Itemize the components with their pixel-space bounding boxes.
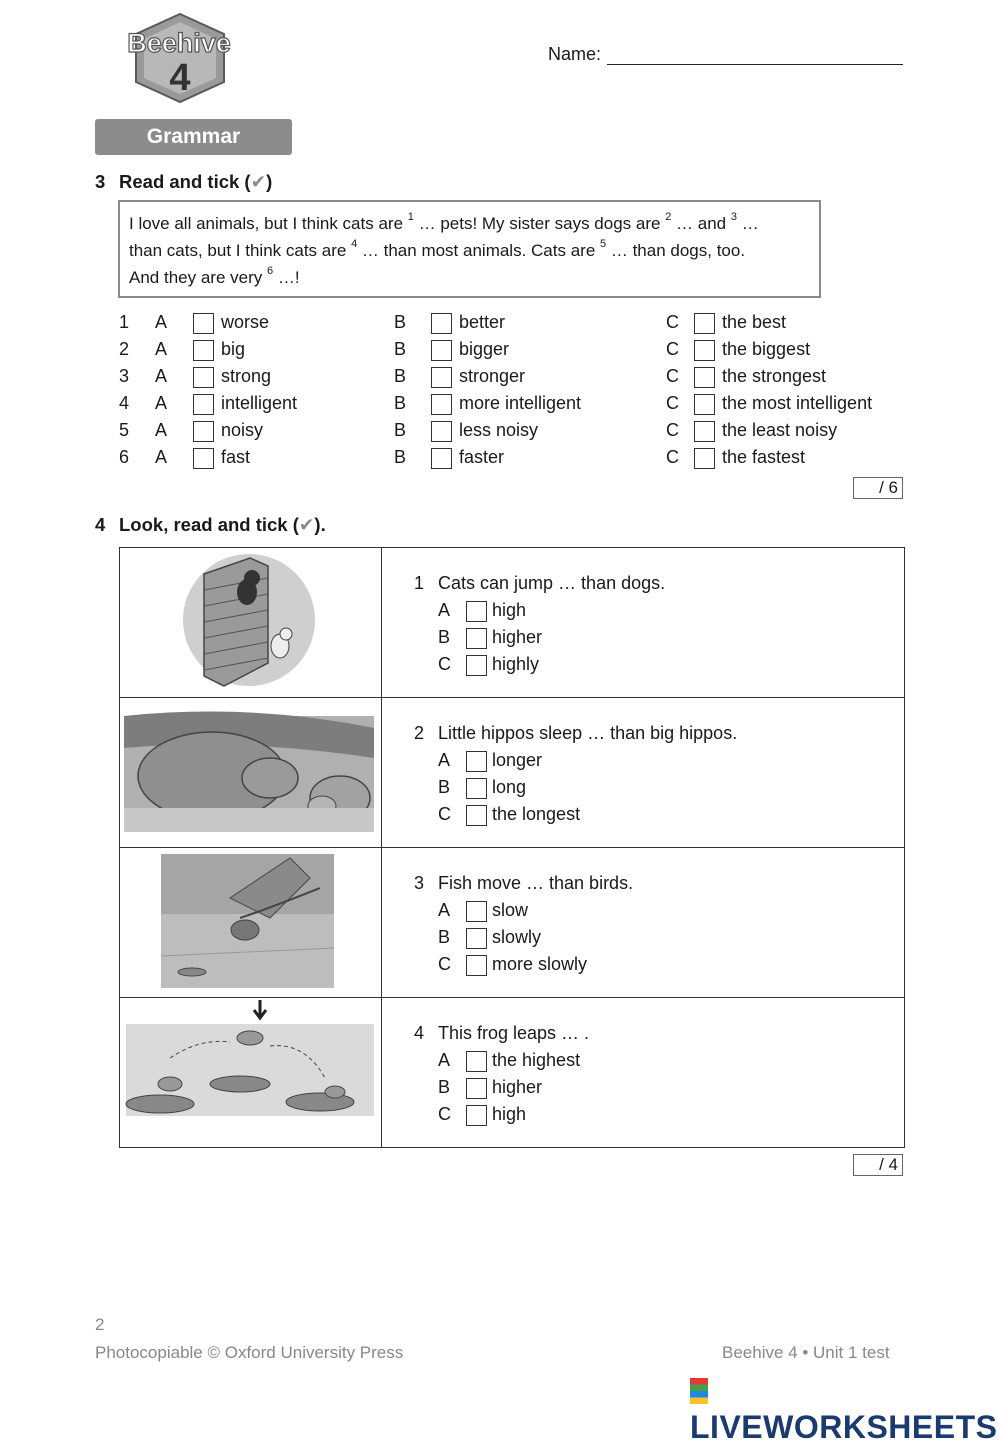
beehive-logo: [112, 12, 247, 104]
row-number: 6: [119, 447, 130, 467]
option-text: higher: [492, 627, 543, 647]
option-checkbox[interactable]: [466, 928, 487, 949]
option-checkbox-c[interactable]: [694, 448, 715, 469]
question-text: This frog leaps … .: [438, 1023, 590, 1043]
text-line-1: I love all animals, but I think cats are $^1$ … pets! My sister says dogs are $^2$ … and $^3$ …: [129, 211, 759, 233]
option-text-a: fast: [221, 447, 251, 467]
option-letter: B: [438, 927, 451, 947]
q4-row: [120, 998, 905, 1148]
option-checkbox[interactable]: [466, 1078, 487, 1099]
option-text: longer: [492, 750, 543, 770]
option-text: more slowly: [492, 954, 588, 974]
option-letter: B: [438, 1077, 451, 1097]
liveworksheets-logo[interactable]: [690, 1372, 1000, 1446]
q4-number: 4: [95, 514, 106, 535]
option-letter-c: C: [666, 312, 679, 332]
option-text-a: worse: [221, 312, 270, 332]
q3-number: 3: [95, 171, 106, 192]
option-checkbox[interactable]: [466, 751, 487, 772]
option-text: high: [492, 1104, 527, 1124]
question-stem: [414, 1023, 589, 1044]
q4-instruction-end: ).: [314, 514, 326, 535]
option-text-a: noisy: [221, 420, 264, 440]
row-number: 1: [119, 312, 130, 332]
copyright-text: Photocopiable © Oxford University Press: [95, 1343, 404, 1362]
text-line-2: than cats, but I think cats are $^4$ … than most animals. Cats are $^5$ … than dogs, too.: [129, 238, 746, 260]
option-letter-a: A: [155, 366, 168, 386]
picture-cell: [120, 698, 382, 848]
option-text: the highest: [492, 1050, 581, 1070]
option-letter-a: A: [155, 312, 168, 332]
question-cell: [382, 848, 905, 998]
row-number: 5: [119, 420, 130, 440]
question-cell: [382, 698, 905, 848]
q4-row: [120, 848, 905, 998]
option-letter-a: A: [155, 420, 168, 440]
option-letter: A: [438, 900, 451, 920]
option-letter-c: C: [666, 366, 679, 386]
option-text-c: the fastest: [722, 447, 806, 467]
q3-row-4: [119, 393, 919, 420]
option-text-b: stronger: [459, 366, 526, 386]
option-checkbox[interactable]: [466, 601, 487, 622]
option-text-b: more intelligent: [459, 393, 582, 413]
option-letter: B: [438, 627, 451, 647]
hippos-sleeping-image: [120, 698, 378, 842]
logo-number: 4: [169, 57, 191, 99]
picture-cell: [120, 998, 382, 1148]
question-number: 4: [414, 1023, 425, 1043]
option-checkbox-a[interactable]: [193, 394, 214, 415]
option-letter-a: A: [155, 339, 168, 359]
option-letter-c: C: [666, 420, 679, 440]
option-letter-b: B: [394, 393, 407, 413]
question-stem: [414, 723, 737, 744]
question-number: 3: [414, 873, 425, 893]
q3-heading: [95, 171, 272, 193]
option-letter: A: [438, 600, 451, 620]
question-text: Cats can jump … than dogs.: [438, 573, 666, 593]
option-letter: C: [438, 1104, 451, 1124]
option-checkbox-b[interactable]: [431, 394, 452, 415]
option-checkbox-a[interactable]: [193, 367, 214, 388]
option-checkbox-b[interactable]: [431, 313, 452, 334]
name-field: [548, 44, 903, 65]
liveworksheets-icon: [690, 1378, 708, 1404]
q3-score-box: / 6: [853, 477, 903, 499]
option-letter-b: B: [394, 312, 407, 332]
option-letter: A: [438, 750, 451, 770]
option-letter-c: C: [666, 447, 679, 467]
name-label: Name:: [548, 44, 602, 64]
q4-row: [120, 548, 905, 698]
option-text: highly: [492, 654, 540, 674]
question-number: 1: [414, 573, 425, 593]
q4-score-box: / 4: [853, 1154, 903, 1176]
option-text: high: [492, 600, 527, 620]
section-title: Grammar: [95, 119, 292, 155]
picture-cell: [120, 848, 382, 998]
cat-jumping-wall-image: [120, 548, 378, 692]
option-text: long: [492, 777, 527, 797]
option-checkbox-b[interactable]: [431, 367, 452, 388]
option-text-b: less noisy: [459, 420, 539, 440]
option-text: higher: [492, 1077, 543, 1097]
option-text-c: the best: [722, 312, 787, 332]
option-letter-b: B: [394, 420, 407, 440]
option-text: slow: [492, 900, 529, 920]
option-checkbox[interactable]: [466, 628, 487, 649]
option-letter-a: A: [155, 447, 168, 467]
option-text-c: the least noisy: [722, 420, 838, 440]
option-checkbox-c[interactable]: [694, 367, 715, 388]
option-letter: C: [438, 654, 451, 674]
question-text: Little hippos sleep … than big hippos.: [438, 723, 738, 743]
tick-icon: ✔: [298, 514, 315, 535]
q4-heading: [95, 514, 326, 536]
option-text: the longest: [492, 804, 581, 824]
logo-word: Beehive: [127, 28, 231, 58]
option-text-a: strong: [221, 366, 272, 386]
row-number: 4: [119, 393, 130, 413]
option-letter-c: C: [666, 393, 679, 413]
question-text: Fish move … than birds.: [438, 873, 634, 893]
option-letter-a: A: [155, 393, 168, 413]
bird-and-fish-image: [120, 848, 378, 992]
option-text-a: intelligent: [221, 393, 298, 413]
frogs-leaping-image: [120, 998, 378, 1142]
option-checkbox-c[interactable]: [694, 394, 715, 415]
q3-text-box: [118, 200, 821, 298]
question-cell: [382, 998, 905, 1148]
option-letter-b: B: [394, 366, 407, 386]
q3-row-5: [119, 420, 919, 447]
option-letter-b: B: [394, 447, 407, 467]
page-number: 2: [95, 1315, 105, 1334]
option-letter: C: [438, 954, 451, 974]
option-checkbox[interactable]: [466, 1105, 487, 1126]
option-checkbox[interactable]: [466, 1051, 487, 1072]
option-letter-c: C: [666, 339, 679, 359]
q4-row: [120, 698, 905, 848]
question-cell: [382, 548, 905, 698]
option-checkbox-b[interactable]: [431, 448, 452, 469]
q3-row-2: [119, 339, 919, 366]
option-checkbox-b[interactable]: [431, 421, 452, 442]
q3-instruction: Read and tick (: [119, 171, 251, 192]
option-checkbox[interactable]: [466, 805, 487, 826]
option-text-c: the biggest: [722, 339, 811, 359]
unit-text: Beehive 4 • Unit 1 test: [722, 1343, 890, 1362]
question-stem: [414, 573, 665, 594]
liveworksheets-brand: LIVEWORKSHEETS: [690, 1409, 998, 1445]
option-checkbox-c[interactable]: [694, 340, 715, 361]
name-input-line[interactable]: [607, 46, 903, 65]
q4-table: [119, 547, 905, 1148]
q3-row-6: [119, 447, 919, 474]
q4-instruction: Look, read and tick (: [119, 514, 299, 535]
option-letter: A: [438, 1050, 451, 1070]
option-checkbox[interactable]: [466, 901, 487, 922]
option-checkbox-a[interactable]: [193, 313, 214, 334]
option-text-c: the strongest: [722, 366, 827, 386]
option-text-a: big: [221, 339, 246, 359]
option-text-b: better: [459, 312, 506, 332]
tick-icon: ✔: [250, 171, 267, 192]
option-checkbox-b[interactable]: [431, 340, 452, 361]
option-text-b: faster: [459, 447, 505, 467]
option-letter: B: [438, 777, 451, 797]
option-checkbox-c[interactable]: [694, 421, 715, 442]
option-letter-b: B: [394, 339, 407, 359]
question-number: 2: [414, 723, 425, 743]
option-letter: C: [438, 804, 451, 824]
question-stem: [414, 873, 633, 894]
row-number: 2: [119, 339, 130, 359]
option-checkbox-c[interactable]: [694, 313, 715, 334]
option-checkbox-a[interactable]: [193, 340, 214, 361]
option-checkbox[interactable]: [466, 955, 487, 976]
option-checkbox[interactable]: [466, 655, 487, 676]
option-checkbox-a[interactable]: [193, 421, 214, 442]
option-text: slowly: [492, 927, 542, 947]
picture-cell: [120, 548, 382, 698]
q3-row-1: [119, 312, 919, 339]
text-line-3: And they are very $^6$ …!: [129, 265, 300, 287]
q3-row-3: [119, 366, 919, 393]
option-checkbox[interactable]: [466, 778, 487, 799]
option-text-b: bigger: [459, 339, 510, 359]
option-checkbox-a[interactable]: [193, 448, 214, 469]
row-number: 3: [119, 366, 130, 386]
q3-instruction-end: ): [266, 171, 273, 192]
option-text-c: the most intelligent: [722, 393, 873, 413]
